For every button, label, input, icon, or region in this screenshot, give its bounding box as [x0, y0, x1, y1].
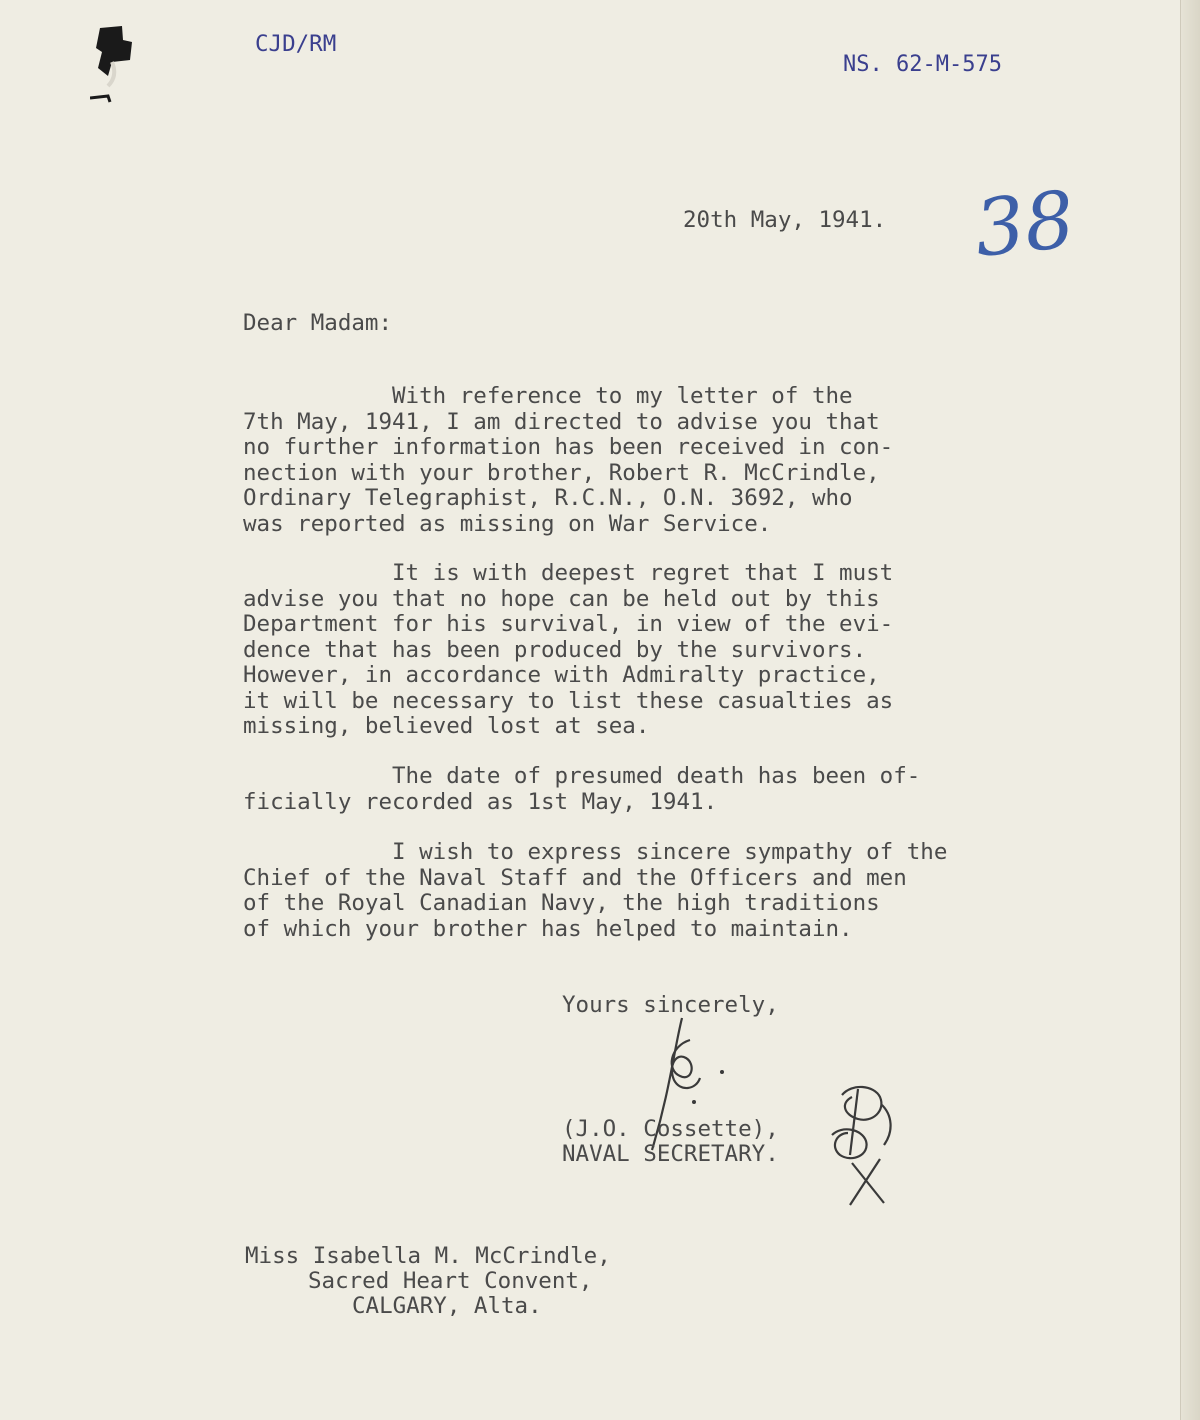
- paragraph-line: no further information has been received in con-: [243, 434, 894, 460]
- handwritten-page-number: 38: [970, 175, 1079, 275]
- paragraph-line: was reported as missing on War Service.: [243, 510, 772, 537]
- recipient-address-line-2: CALGARY, Alta.: [352, 1293, 542, 1319]
- punch-hole-mark: [90, 18, 150, 113]
- paragraph-line: Department for his survival, in view of the evi-: [243, 611, 894, 637]
- complimentary-close: Yours sincerely,: [562, 992, 779, 1018]
- salutation: Dear Madam:: [243, 310, 393, 336]
- recipient-address-line-1: Sacred Heart Convent,: [308, 1268, 593, 1294]
- paragraph-line: it will be necessary to list these casualties as: [243, 687, 894, 714]
- paragraph-line: However, in accordance with Admiralty practice,: [243, 662, 880, 688]
- paragraph-line: missing, believed lost at sea.: [243, 713, 650, 739]
- paragraph-line: of the Royal Canadian Navy, the high traditions: [243, 890, 880, 916]
- paragraph-3: [243, 764, 1023, 815]
- signatory-name: (J.O. Cossette),: [562, 1116, 779, 1142]
- paragraph-line: With reference to my letter of the: [243, 383, 853, 409]
- paragraph-line: of which your brother has helped to maintain.: [243, 915, 853, 942]
- signatory-title: NAVAL SECRETARY.: [562, 1141, 779, 1167]
- page-edge: [1180, 0, 1200, 1420]
- paragraph-line: advise you that no hope can be held out by this: [243, 585, 880, 612]
- paragraph-line: The date of presumed death has been of-: [243, 763, 921, 789]
- paragraph-2: [243, 561, 1023, 740]
- recipient-name: Miss Isabella M. McCrindle,: [245, 1243, 611, 1269]
- paragraph-line: dence that has been produced by the survivors.: [243, 636, 867, 663]
- paragraph-line: ficially recorded as 1st May, 1941.: [243, 788, 718, 815]
- reference-initials: CJD/RM: [255, 31, 337, 57]
- paragraph-line: 7th May, 1941, I am directed to advise you that: [243, 408, 880, 435]
- paragraph-line: Ordinary Telegraphist, R.C.N., O.N. 3692, who: [243, 485, 853, 511]
- paragraph-line: nection with your brother, Robert R. McCrindle,: [243, 459, 880, 486]
- letter-date: 20th May, 1941.: [683, 207, 887, 233]
- paragraph-line: I wish to express sincere sympathy of the: [243, 839, 948, 865]
- initials-mark: [822, 1075, 912, 1215]
- paragraph-line: It is with deepest regret that I must: [243, 560, 894, 586]
- paragraph-1: [243, 384, 1023, 537]
- file-number: NS. 62-M-575: [843, 52, 1002, 77]
- paragraph-line: Chief of the Naval Staff and the Officers and men: [243, 864, 907, 891]
- paragraph-4: [243, 840, 1023, 942]
